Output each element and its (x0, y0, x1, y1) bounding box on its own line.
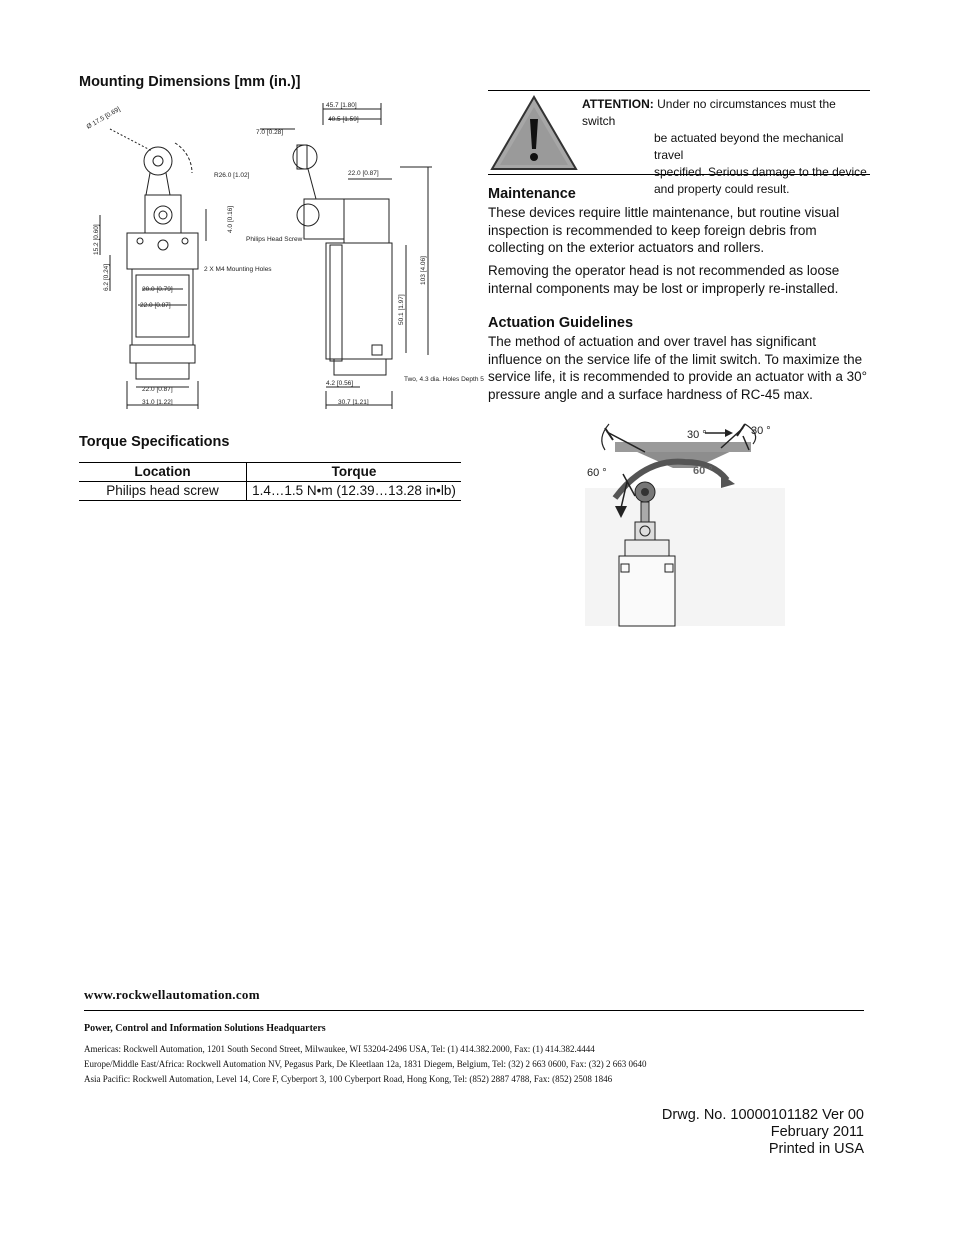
label-7-0: 7.0 [0.28] (256, 129, 284, 136)
label-50-1: 50.1 [1.97] (398, 294, 405, 325)
actuation-guidelines-heading: Actuation Guidelines (488, 315, 634, 331)
address-apac: Asia Pacific: Rockwell Automation, Level 14, Core F, Cyberport 3, 100 Cyberport Road, Hong Kong, Tel: (852) 2887 4788, Fax: (852) 2508 1846 (84, 1074, 613, 1084)
label-roller-dia: Ø 17.5 [0.69] (85, 105, 122, 131)
torque-table (79, 462, 461, 501)
label-22-0-bot: 22.0 [0.87] (142, 386, 173, 393)
label-philips-head-screw: Philips Head Screw (246, 236, 303, 243)
cell-location: Philips head screw (79, 482, 247, 501)
label-radius: R26.0 [1.02] (214, 172, 250, 179)
attention-notice (582, 96, 872, 198)
attention-line2: be actuated beyond the mechanical travel (654, 131, 844, 162)
attention-line3: specified. Serious damage to the device (654, 165, 867, 179)
column-header-location: Location (79, 463, 247, 482)
label-45-7: 45.7 [1.80] (326, 102, 357, 109)
angle-60-right-label: 60 ° (693, 465, 713, 477)
angle-30-left-label: 30 ° (687, 429, 707, 441)
attention-line1: Under no circumstances must the switch (582, 97, 836, 128)
drawing-number: Drwg. No. 10000101182 Ver 00 (661, 1107, 864, 1123)
footer-rule (84, 1010, 864, 1011)
label-4-2: 4.2 [0.56] (326, 380, 354, 387)
website-link[interactable]: www.rockwellautomation.com (84, 987, 260, 1002)
column-header-torque: Torque (247, 463, 462, 482)
label-6-2: 6.2 [0.24] (103, 263, 110, 291)
mounting-dimensions-heading: Mounting Dimensions [mm (in.)] (79, 74, 301, 90)
attention-bottom-rule (488, 174, 870, 175)
label-two-holes: Two, 4.3 dia. Holes Depth 5 (404, 376, 484, 383)
warning-triangle-icon (490, 95, 578, 171)
maintenance-heading: Maintenance (488, 186, 576, 202)
drawing-info (662, 1107, 864, 1158)
hq-heading: Power, Control and Information Solutions Headquarters (84, 1023, 326, 1034)
maintenance-paragraph-1: These devices require little maintenance, but routine visual inspection is recommended to keep foreign debris from collecting on the exterior actuators and rollers. (488, 205, 840, 255)
table-row (79, 482, 461, 501)
attention-top-rule (488, 90, 870, 91)
angle-30-right-label: 30 ° (751, 425, 771, 437)
label-30-7: 30.7 [1.21] (338, 399, 369, 406)
angle-60-left-label: 60 ° (587, 467, 607, 479)
drawing-date: February 2011 (770, 1124, 864, 1140)
label-20-0: 20.0 [0.79] (142, 286, 173, 293)
label-4-0: 4.0 [0.16] (227, 205, 234, 233)
maintenance-paragraph-2: Removing the operator head is not recommended as loose internal components may be lost or improperly re-installed. (488, 263, 840, 296)
mounting-dimensions-drawing (80, 95, 484, 415)
label-40-5: 40.5 [1.59] (328, 116, 359, 123)
printed-in: Printed in USA (768, 1141, 864, 1157)
torque-specifications-heading: Torque Specifications (79, 434, 230, 450)
label-15-2: 15.2 [0.60] (93, 224, 100, 255)
attention-label: ATTENTION: (582, 97, 654, 111)
hq-addresses (84, 1042, 646, 1087)
actuation-angle-diagram (585, 418, 785, 626)
address-americas: Americas: Rockwell Automation, 1201 South Second Street, Milwaukee, WI 53204-2496 USA, Tel: (1) 414.382.2000, Fax: (1) 414.382.4444 (84, 1044, 595, 1054)
label-103: 103 [4.06] (420, 256, 427, 285)
attention-line4: and property could result. (654, 182, 790, 196)
torque-table-header (79, 463, 461, 482)
label-mount-holes: 2 X M4 Mounting Holes (204, 266, 272, 273)
address-emea: Europe/Middle East/Africa: Rockwell Automation NV, Pegasus Park, De Kleetlaan 12a, 1831 Diegem, Belgium, Tel: (32) 2 663 0600, Fax: (32) 2 663 0640 (84, 1059, 647, 1069)
label-22-0-top: 22.0 [0.87] (348, 170, 379, 177)
actuation-paragraph: The method of actuation and over travel has significant influence on the service life of the limit switch. To maximize the service life, it is recommended to provide an actuator with a 30° pressure angle and a surface hardness of RC-45 max. (488, 334, 868, 402)
label-31-0: 31.0 [1.22] (142, 399, 173, 406)
label-22-0-mid: 22.0 [0.87] (140, 302, 171, 309)
cell-torque: 1.4…1.5 N•m (12.39…13.28 in•lb) (247, 482, 462, 501)
